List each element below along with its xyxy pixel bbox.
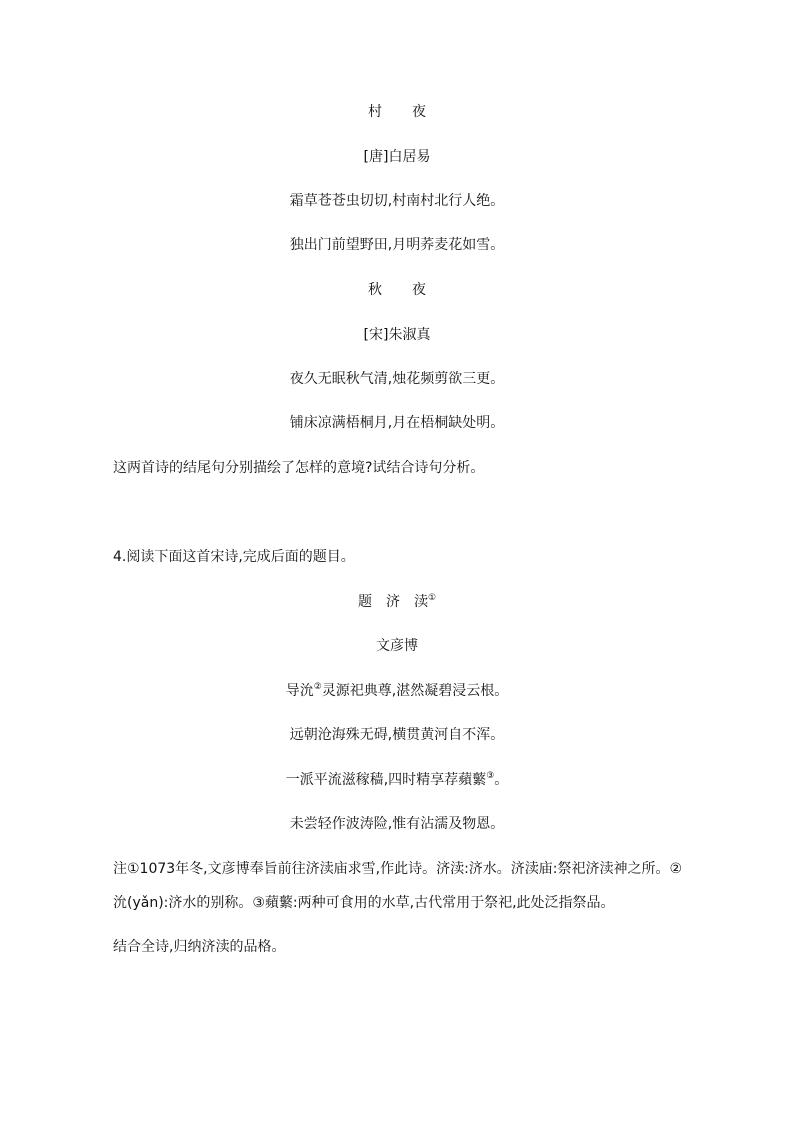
poem2-line-2: 铺床凉满梧桐月,月在梧桐缺处明。 bbox=[289, 415, 505, 431]
poem1-title-char-2: 夜 bbox=[412, 104, 426, 120]
poem3-title bbox=[0, 592, 794, 612]
poem3-title-char-1: 题 bbox=[357, 594, 372, 610]
poem3-line-3 bbox=[0, 770, 794, 790]
question-4-intro: 4.阅读下面这首宋诗,完成后面的题目。 bbox=[113, 549, 355, 565]
poem3-line-3-footnote-mark: ③ bbox=[486, 771, 495, 781]
poem3-line-1-part-b: 灵源祀典尊,湛然凝碧浸云根。 bbox=[321, 683, 509, 699]
poem1-title-char-1: 村 bbox=[368, 104, 382, 120]
poem2-title-char-2: 夜 bbox=[412, 282, 426, 298]
poem3-line-4: 未尝轻作波涛险,惟有沾濡及物恩。 bbox=[289, 816, 505, 832]
poem2-title bbox=[0, 280, 794, 300]
poem3-line-2: 远朝沧海殊无碍,横贯黄河自不浑。 bbox=[289, 727, 505, 743]
poem2-author: [宋]朱淑真 bbox=[363, 327, 431, 343]
poem3-title-char-3: 渎 bbox=[413, 594, 428, 610]
poem1-author: [唐]白居易 bbox=[363, 149, 431, 165]
poem1-title bbox=[0, 102, 794, 122]
poem3-author: 文彦博 bbox=[376, 638, 418, 654]
poem3-footnotes: 注①1073年冬,文彦博奉旨前往济渎庙求雪,作此诗。济渎:济水。济渎庙:祭祀济渎神之所。②沇(yǎn):济水的别称。③蘋蘩:两种可食用的水草,古代常用于祭祀,此处泛指祭品。 bbox=[113, 861, 683, 911]
poem3-line-1-part-a: 导沇 bbox=[285, 683, 314, 699]
poem3-line-3-part-b: 。 bbox=[494, 772, 509, 788]
poem1-line-2: 独出门前望野田,月明荞麦花如雪。 bbox=[289, 237, 505, 253]
poem2-title-char-1: 秋 bbox=[368, 282, 382, 298]
poem2-line-1: 夜久无眠秋气清,烛花频剪欲三更。 bbox=[289, 371, 505, 387]
question-3-text: 这两首诗的结尾句分别描绘了怎样的意境?试结合诗句分析。 bbox=[113, 460, 485, 476]
question-4-text: 结合全诗,归纳济渎的品格。 bbox=[113, 939, 286, 955]
poem3-title-footnote-mark: ① bbox=[427, 593, 437, 603]
poem3-line-1 bbox=[0, 681, 794, 701]
poem1-line-1: 霜草苍苍虫切切,村南村北行人绝。 bbox=[289, 193, 505, 209]
poem3-line-1-footnote-mark: ② bbox=[313, 682, 322, 692]
poem3-title-char-2: 济 bbox=[385, 594, 400, 610]
poem3-line-3-part-a: 一派平流滋稼穑,四时精享荐蘋蘩 bbox=[285, 772, 487, 788]
